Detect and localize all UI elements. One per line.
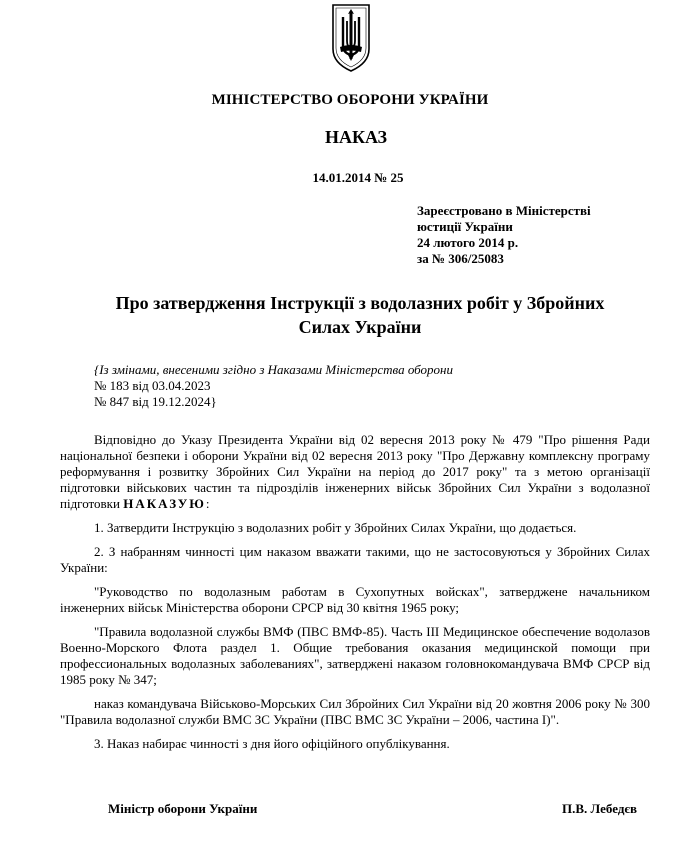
order-title: НАКАЗ — [324, 127, 388, 147]
registration-number: за № 306/25083 — [417, 251, 504, 266]
amendments-note — [94, 362, 654, 410]
amendments-line: {Із змінами, внесеними згідно з Наказами Міністерства оборони — [94, 362, 453, 377]
amendment-link[interactable]: № 183 від 03.04.2023 — [94, 378, 211, 393]
order-item-1: 1. Затвердити Інструкцію з водолазних робіт у Збройних Силах України, що додається. — [94, 520, 577, 535]
order-item-2: 2. З набранням чинності цим наказом вважати такими, що не застосовуються у Збройних Силах України: — [60, 544, 650, 575]
document-title-line: Про затвердження Інструкції з водолазних робіт у Збройних — [115, 293, 605, 313]
amendment-link[interactable]: № 847 від 19.12.2024} — [94, 394, 217, 409]
registration-line: Зареєстровано в Міністерстві — [417, 203, 591, 218]
repealed-act-1: "Руководство по водолазным работам в Сухопутных войсках", затверджене начальником інженерних військ Міністерства оборони СРСР від 30 квітня 1965 року; — [60, 584, 650, 615]
repealed-act-2: "Правила водолазной службы ВМФ (ПВС ВМФ-85). Часть III Медицинское обеспечение водолазов Военно-Морского Флота раздел 1. Общие требования оказания медицинской помощи при профессиональных водолазных заболеваниях", затверджені наказом головнокомандувача ВМФ СРСР від 1985 року № 347; — [60, 624, 650, 687]
ministry-name: МІНІСТЕРСТВО ОБОРОНИ УКРАЇНИ — [211, 92, 489, 108]
document-body — [60, 432, 650, 760]
repealed-act-3: наказ командувача Військово-Морських Сил Збройних Сил України від 20 жовтня 2006 року № 300 "Правила водолазної служби ВМС ЗС України (ПВС ВМС ЗС України – 2006, частина І)". — [60, 696, 650, 727]
coat-of-arms-emblem — [331, 3, 371, 73]
document-title-line: Силах України — [298, 317, 422, 337]
preamble-paragraph — [60, 432, 650, 512]
preamble-text: Відповідно до Указу Президента України від 02 вересня 2013 року № 479 "Про рішення Ради національної безпеки і оборони України від 02 вересня 2013 року "Про Державну комплексну програму реформування і розвитку Збройних Сил України на період до 2017 року" та з метою організації підготовки військових частин та підрозділів інженерних військ Збройних Сил України з водолазної підготовки — [60, 432, 650, 511]
signer-position: Міністр оборони України — [108, 801, 258, 816]
signer-name: П.В. Лебедєв — [562, 801, 638, 816]
order-date-number: 14.01.2014 № 25 — [312, 170, 404, 185]
document-title — [60, 291, 660, 339]
preamble-end: : — [205, 496, 210, 511]
registration-block — [417, 203, 677, 267]
order-word: НАКАЗУЮ — [123, 496, 206, 511]
order-item-3: 3. Наказ набирає чинності з дня його офіційного опублікування. — [94, 736, 450, 751]
registration-date: 24 лютого 2014 р. — [417, 235, 519, 250]
registration-line: юстиції України — [417, 219, 513, 234]
